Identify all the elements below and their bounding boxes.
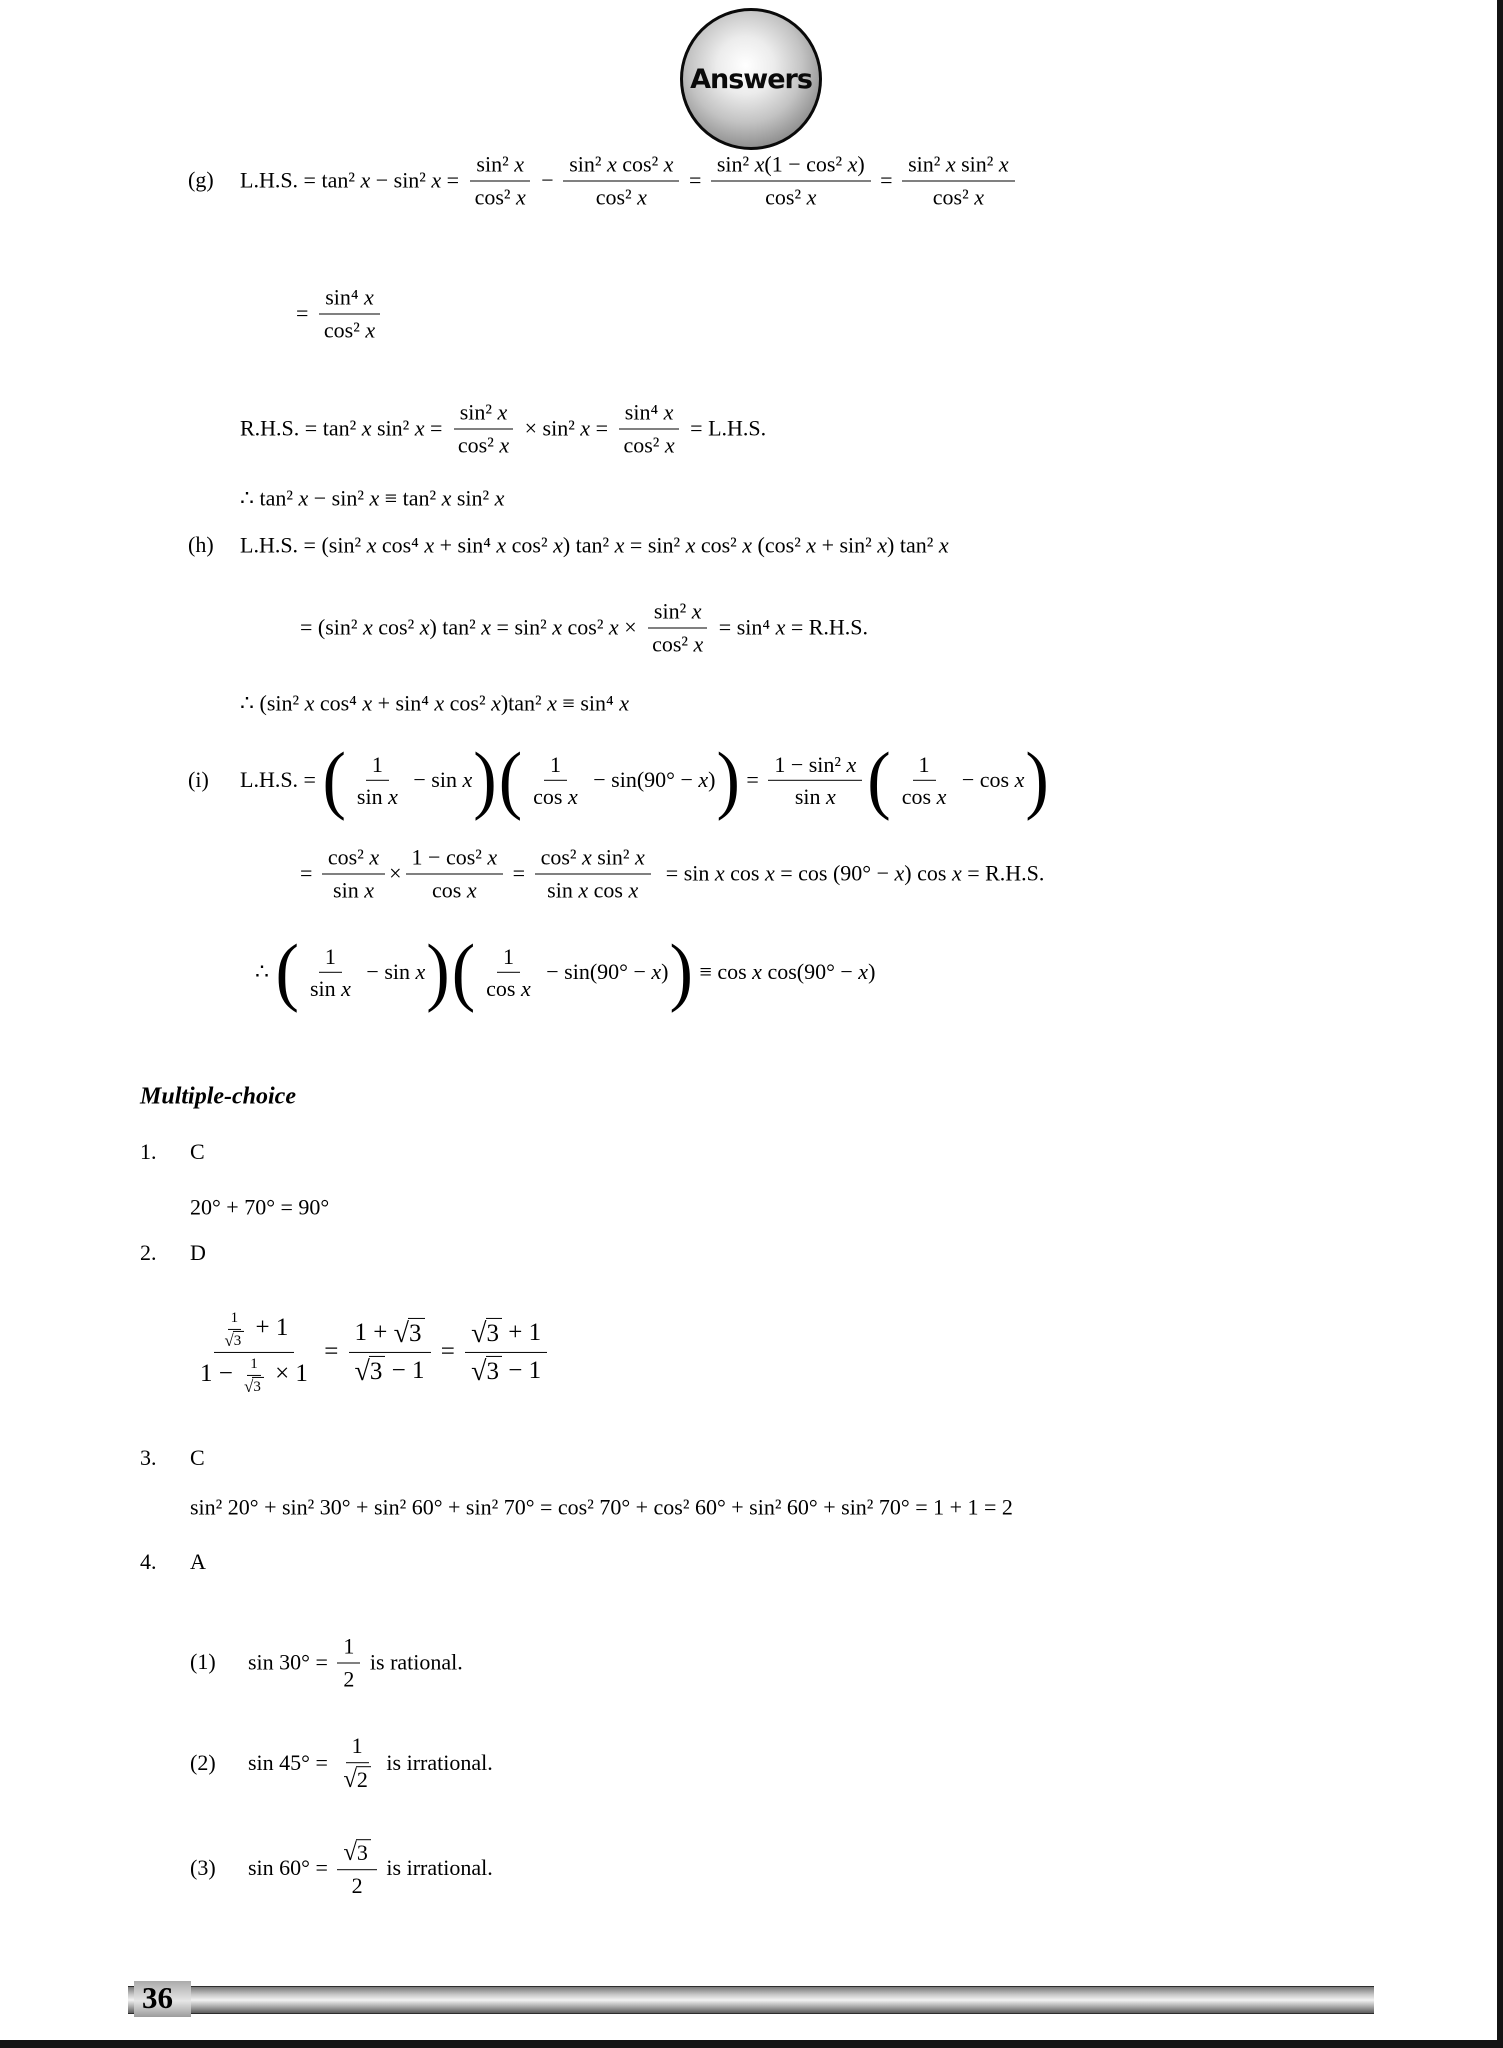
math-line-i-3 bbox=[255, 929, 876, 1014]
math-text: cos² x bbox=[457, 432, 510, 457]
mc-item-4-answer: A bbox=[190, 1549, 206, 1574]
math-sqrt bbox=[343, 1839, 371, 1867]
radical-sign: √ bbox=[343, 1838, 357, 1866]
math-line-h-3 bbox=[240, 689, 629, 717]
fraction-denominator bbox=[541, 874, 644, 904]
mc-item-2-number: 2. bbox=[140, 1240, 157, 1265]
page-number: 36 bbox=[134, 1981, 191, 2017]
fraction-numerator bbox=[544, 750, 567, 782]
math-text: 3 bbox=[233, 1332, 242, 1349]
math-text: is rational. bbox=[364, 1649, 463, 1675]
fraction-denominator bbox=[337, 1663, 360, 1693]
math-fraction bbox=[768, 750, 862, 811]
fraction-numerator bbox=[319, 283, 380, 315]
math-text: 1 bbox=[343, 1633, 355, 1659]
mc-item-4-number: 4. bbox=[140, 1549, 157, 1574]
math-fraction bbox=[527, 750, 584, 811]
math-text: 3 bbox=[486, 1358, 500, 1386]
fraction-denominator bbox=[480, 973, 537, 1003]
open-paren: ( bbox=[322, 737, 346, 822]
math-text: ≡ cos x cos(90° − x) bbox=[693, 959, 876, 985]
math-sqrt bbox=[471, 1318, 502, 1350]
math-text: sin x cos x bbox=[547, 877, 639, 902]
part-g-label: (g) bbox=[188, 167, 214, 192]
math-text: 3 bbox=[369, 1358, 383, 1386]
math-fraction bbox=[646, 597, 709, 658]
math-text: cos x bbox=[901, 784, 947, 809]
close-paren: ) bbox=[1025, 737, 1049, 822]
math-text: 1 bbox=[324, 943, 336, 969]
math-sqrt bbox=[355, 1356, 386, 1388]
math-text: sin⁴ x bbox=[624, 399, 674, 425]
fraction-denominator bbox=[351, 781, 404, 811]
mc-item-1-number: 1. bbox=[140, 1139, 157, 1164]
paren-content bbox=[300, 942, 425, 1003]
math-text: 2 bbox=[343, 1666, 355, 1691]
fraction-numerator bbox=[247, 1355, 261, 1376]
open-paren: ( bbox=[498, 737, 523, 822]
paren-content bbox=[892, 750, 1025, 811]
math-text: + 1 bbox=[249, 1314, 289, 1342]
math-fraction bbox=[896, 750, 953, 811]
math-text: cos² x bbox=[932, 184, 984, 209]
mc-item-4-part-2-label: (2) bbox=[190, 1750, 216, 1775]
math-text: sin² x bbox=[476, 151, 524, 177]
paren-content bbox=[523, 750, 715, 811]
fraction-numerator bbox=[768, 750, 862, 782]
paren-content bbox=[347, 750, 472, 811]
math-text: − 1 bbox=[385, 1357, 425, 1384]
math-text: cos² x bbox=[765, 184, 817, 209]
math-text: ∴ (sin² x cos⁴ x + sin⁴ x cos² x)tan² x ≡ sin⁴ x bbox=[240, 690, 629, 716]
math-line-g-3 bbox=[240, 398, 766, 459]
fraction-numerator bbox=[319, 942, 342, 974]
radicand bbox=[486, 1356, 503, 1387]
fraction-numerator bbox=[322, 843, 385, 875]
math-text: sin x bbox=[309, 976, 351, 1001]
math-fraction bbox=[194, 1308, 314, 1396]
fraction-denominator bbox=[896, 781, 953, 811]
mc-item-2-answer: D bbox=[190, 1240, 206, 1265]
math-fraction bbox=[222, 1309, 248, 1350]
part-h-label: (h) bbox=[188, 532, 214, 557]
fraction-denominator bbox=[590, 181, 653, 211]
fraction-numerator bbox=[366, 750, 389, 782]
math-fraction bbox=[349, 1316, 431, 1389]
footer-rule-bar bbox=[128, 1986, 1374, 2014]
math-line-g-1 bbox=[240, 150, 1019, 211]
math-fraction bbox=[337, 1731, 377, 1795]
radical-sign: √ bbox=[393, 1317, 410, 1349]
fraction-numerator bbox=[913, 750, 936, 782]
mc-item-4-part-3-work bbox=[248, 1836, 493, 1900]
fraction-numerator bbox=[648, 597, 708, 629]
math-text: R.H.S. = tan² x sin² x = bbox=[240, 415, 448, 441]
math-text: = bbox=[874, 167, 899, 193]
math-text: cos² x bbox=[623, 432, 675, 457]
math-text: − sin x bbox=[407, 767, 473, 793]
fraction-numerator bbox=[465, 1316, 547, 1353]
math-fraction bbox=[902, 150, 1015, 211]
open-paren: ( bbox=[867, 737, 891, 822]
math-text: − sin(90° − x) bbox=[587, 767, 716, 793]
math-fraction bbox=[617, 398, 680, 459]
fraction-denominator bbox=[452, 429, 515, 459]
math-text: = sin x cos x = cos (90° − x) cos x = R.H.S. bbox=[654, 860, 1045, 886]
math-text: cos x bbox=[486, 976, 531, 1001]
math-text: is irrational. bbox=[380, 1750, 493, 1776]
math-text: = bbox=[296, 300, 314, 326]
radical-sign: √ bbox=[343, 1766, 357, 1794]
math-text: 3 bbox=[409, 1319, 422, 1347]
math-text: cos² x sin² x bbox=[540, 844, 645, 870]
math-fraction bbox=[351, 750, 404, 811]
math-text: sin² x sin² x bbox=[908, 151, 1009, 177]
radical-sign: √ bbox=[354, 1356, 370, 1388]
math-text: − sin(90° − x) bbox=[540, 959, 669, 985]
math-fraction bbox=[469, 150, 532, 211]
math-text: cos² x bbox=[595, 184, 647, 209]
math-fraction bbox=[480, 942, 537, 1003]
math-text: sin² x bbox=[653, 598, 702, 624]
close-paren: ) bbox=[669, 929, 693, 1014]
math-text: 1 − cos² x bbox=[411, 844, 498, 870]
math-text: sin² 20° + sin² 30° + sin² 60° + sin² 70° = cos² 70° + cos² 60° + sin² 60° + sin² 70° = 1 + 1 = 2 bbox=[190, 1494, 1013, 1520]
radical-sign: √ bbox=[224, 1330, 234, 1350]
mc-item-4-part-1-work bbox=[248, 1632, 463, 1693]
math-text: − cos x bbox=[956, 767, 1025, 793]
math-text: cos x bbox=[432, 877, 477, 902]
math-text: × sin² x = bbox=[519, 415, 614, 441]
fraction-denominator bbox=[337, 1763, 377, 1795]
math-text: 1 bbox=[502, 943, 514, 969]
math-text: cos² x bbox=[474, 184, 526, 209]
math-fraction bbox=[337, 1836, 377, 1900]
math-fraction bbox=[563, 150, 679, 211]
math-line-g-2 bbox=[296, 283, 385, 344]
math-text: sin x bbox=[333, 877, 374, 902]
close-paren: ) bbox=[426, 929, 450, 1014]
math-text: = bbox=[740, 767, 765, 793]
math-sqrt bbox=[244, 1377, 264, 1396]
math-text: cos² x bbox=[323, 317, 376, 342]
math-text: 1 bbox=[230, 1309, 239, 1326]
math-text: cos² x bbox=[652, 631, 704, 656]
mc-item-1-work bbox=[190, 1193, 329, 1221]
fraction-denominator bbox=[617, 429, 680, 459]
math-text: 2 bbox=[356, 1767, 368, 1793]
fraction-denominator bbox=[465, 1353, 547, 1388]
math-text: 1 bbox=[250, 1356, 258, 1372]
open-paren: ( bbox=[275, 929, 299, 1014]
fraction-denominator bbox=[759, 181, 822, 211]
math-text: sin 45° = bbox=[248, 1750, 334, 1776]
radical-sign: √ bbox=[471, 1356, 487, 1388]
math-text: sin² x(1 − cos² x) bbox=[716, 151, 865, 177]
math-fraction bbox=[452, 398, 515, 459]
math-text: 3 bbox=[486, 1319, 500, 1347]
math-text: + 1 bbox=[502, 1318, 542, 1346]
open-paren: ( bbox=[451, 929, 476, 1014]
math-line-h-1 bbox=[240, 531, 949, 559]
math-paren-group bbox=[451, 929, 694, 1014]
math-text: 3 bbox=[253, 1378, 261, 1395]
math-text: = bbox=[434, 1338, 462, 1366]
radicand bbox=[356, 1839, 371, 1866]
math-text: − bbox=[535, 167, 560, 193]
fraction-denominator bbox=[222, 1330, 248, 1350]
math-paren-group bbox=[498, 737, 741, 822]
math-line-i-2 bbox=[300, 843, 1044, 904]
math-text: − 1 bbox=[502, 1357, 542, 1384]
math-line-h-2 bbox=[300, 597, 868, 658]
fraction-numerator bbox=[497, 942, 520, 974]
fraction-numerator bbox=[902, 150, 1015, 182]
math-text: = bbox=[683, 167, 707, 193]
math-line-g-4 bbox=[240, 484, 504, 512]
mc-item-4-part-2-work bbox=[248, 1731, 493, 1795]
fraction-numerator bbox=[454, 398, 514, 430]
math-text: 1 − sin² x bbox=[774, 751, 857, 777]
radicand bbox=[369, 1356, 386, 1387]
math-text: is irrational. bbox=[380, 1855, 493, 1881]
fraction-numerator bbox=[535, 843, 651, 875]
math-fraction bbox=[304, 942, 357, 1003]
fraction-numerator bbox=[349, 1316, 431, 1353]
math-text: 1 bbox=[549, 751, 561, 777]
fraction-denominator bbox=[469, 181, 532, 211]
mc-item-4-part-3-label: (3) bbox=[190, 1855, 216, 1880]
fraction-denominator bbox=[927, 181, 990, 211]
radicand bbox=[486, 1318, 503, 1349]
math-text: sin² x cos² x bbox=[569, 151, 674, 177]
fraction-denominator bbox=[194, 1353, 314, 1396]
fraction-numerator bbox=[563, 150, 679, 182]
math-fraction bbox=[535, 843, 651, 904]
math-fraction bbox=[406, 843, 504, 904]
math-text: = bbox=[317, 1338, 345, 1366]
math-text: 1 bbox=[918, 751, 930, 777]
math-text: 1 + bbox=[354, 1318, 394, 1346]
math-text: ∴ bbox=[255, 959, 275, 985]
math-sqrt bbox=[394, 1318, 425, 1350]
math-text: sin 30° = bbox=[248, 1649, 334, 1675]
math-text: cos x bbox=[533, 784, 578, 809]
math-sqrt bbox=[225, 1331, 245, 1350]
math-text: 1 − bbox=[200, 1360, 240, 1388]
fraction-denominator bbox=[349, 1353, 431, 1388]
radical-sign: √ bbox=[471, 1317, 487, 1349]
math-text: = L.H.S. bbox=[684, 415, 767, 441]
math-sqrt bbox=[343, 1766, 371, 1794]
fraction-numerator bbox=[337, 1632, 360, 1664]
fraction-numerator bbox=[711, 150, 871, 182]
math-paren-group bbox=[321, 737, 497, 822]
math-text: L.H.S. = bbox=[240, 767, 322, 793]
math-paren-group bbox=[866, 737, 1050, 822]
math-fraction bbox=[465, 1316, 547, 1389]
mc-item-4-part-1-label: (1) bbox=[190, 1649, 216, 1674]
math-fraction bbox=[241, 1355, 267, 1396]
fraction-numerator bbox=[470, 150, 530, 182]
math-text: 1 bbox=[371, 751, 383, 777]
mc-item-3-work bbox=[190, 1493, 1013, 1521]
math-text: sin x bbox=[356, 784, 398, 809]
fraction-denominator bbox=[789, 781, 842, 811]
close-paren: ) bbox=[473, 737, 497, 822]
math-text: sin x bbox=[794, 784, 836, 809]
math-text: 3 bbox=[356, 1839, 368, 1865]
fraction-denominator bbox=[527, 781, 584, 811]
math-text: 20° + 70° = 90° bbox=[190, 1194, 330, 1220]
answers-badge-label: Answers bbox=[690, 63, 812, 95]
math-text: × 1 bbox=[268, 1360, 308, 1388]
math-text: × bbox=[389, 860, 402, 886]
math-text: = bbox=[507, 860, 531, 886]
fraction-numerator bbox=[214, 1308, 295, 1353]
radicand bbox=[252, 1377, 264, 1396]
fraction-numerator bbox=[406, 843, 504, 875]
math-line-i-1 bbox=[240, 737, 1050, 822]
fraction-denominator bbox=[241, 1376, 267, 1396]
math-text: − sin x bbox=[360, 959, 426, 985]
math-text: = bbox=[300, 860, 318, 886]
mc-item-3-answer: C bbox=[190, 1445, 205, 1470]
math-fraction bbox=[318, 283, 381, 344]
math-text: = sin⁴ x = R.H.S. bbox=[713, 614, 869, 640]
radical-sign: √ bbox=[244, 1376, 254, 1396]
math-fraction bbox=[711, 150, 871, 211]
math-text: = (sin² x cos² x) tan² x = sin² x cos² x × bbox=[300, 614, 643, 640]
fraction-numerator bbox=[337, 1836, 377, 1870]
answers-badge bbox=[680, 8, 822, 150]
math-fraction bbox=[337, 1632, 360, 1693]
fraction-denominator bbox=[426, 874, 483, 904]
paren-content bbox=[476, 942, 668, 1003]
math-sqrt bbox=[471, 1356, 502, 1388]
fraction-numerator bbox=[619, 398, 680, 430]
fraction-denominator bbox=[646, 628, 709, 658]
fraction-denominator bbox=[318, 314, 381, 344]
math-text: 2 bbox=[351, 1873, 363, 1899]
math-text: sin² x bbox=[459, 399, 508, 425]
math-text: sin 60° = bbox=[248, 1855, 334, 1881]
math-text: sin⁴ x bbox=[325, 284, 374, 310]
fraction-denominator bbox=[327, 874, 380, 904]
fraction-denominator bbox=[346, 1870, 369, 1900]
math-fraction bbox=[322, 843, 385, 904]
fraction-numerator bbox=[346, 1731, 369, 1763]
math-text: ∴ tan² x − sin² x ≡ tan² x sin² x bbox=[240, 485, 505, 511]
math-text: L.H.S. = tan² x − sin² x = bbox=[240, 167, 465, 193]
math-text: cos² x bbox=[327, 844, 380, 870]
part-i-label: (i) bbox=[188, 767, 209, 792]
math-text: 1 bbox=[351, 1733, 363, 1759]
radicand bbox=[233, 1331, 245, 1350]
fraction-denominator bbox=[304, 973, 357, 1003]
radicand bbox=[408, 1318, 425, 1349]
mc-item-2-work bbox=[190, 1308, 551, 1396]
close-paren: ) bbox=[716, 737, 740, 822]
math-paren-group bbox=[275, 929, 451, 1014]
mc-item-3-number: 3. bbox=[140, 1445, 157, 1470]
math-text: L.H.S. = (sin² x cos⁴ x + sin⁴ x cos² x) tan² x = sin² x cos² x (cos² x + sin² x) tan² x bbox=[240, 532, 949, 558]
radicand bbox=[356, 1766, 371, 1793]
multiple-choice-heading: Multiple-choice bbox=[140, 1083, 296, 1110]
fraction-numerator bbox=[228, 1309, 242, 1330]
mc-item-1-answer: C bbox=[190, 1139, 205, 1164]
